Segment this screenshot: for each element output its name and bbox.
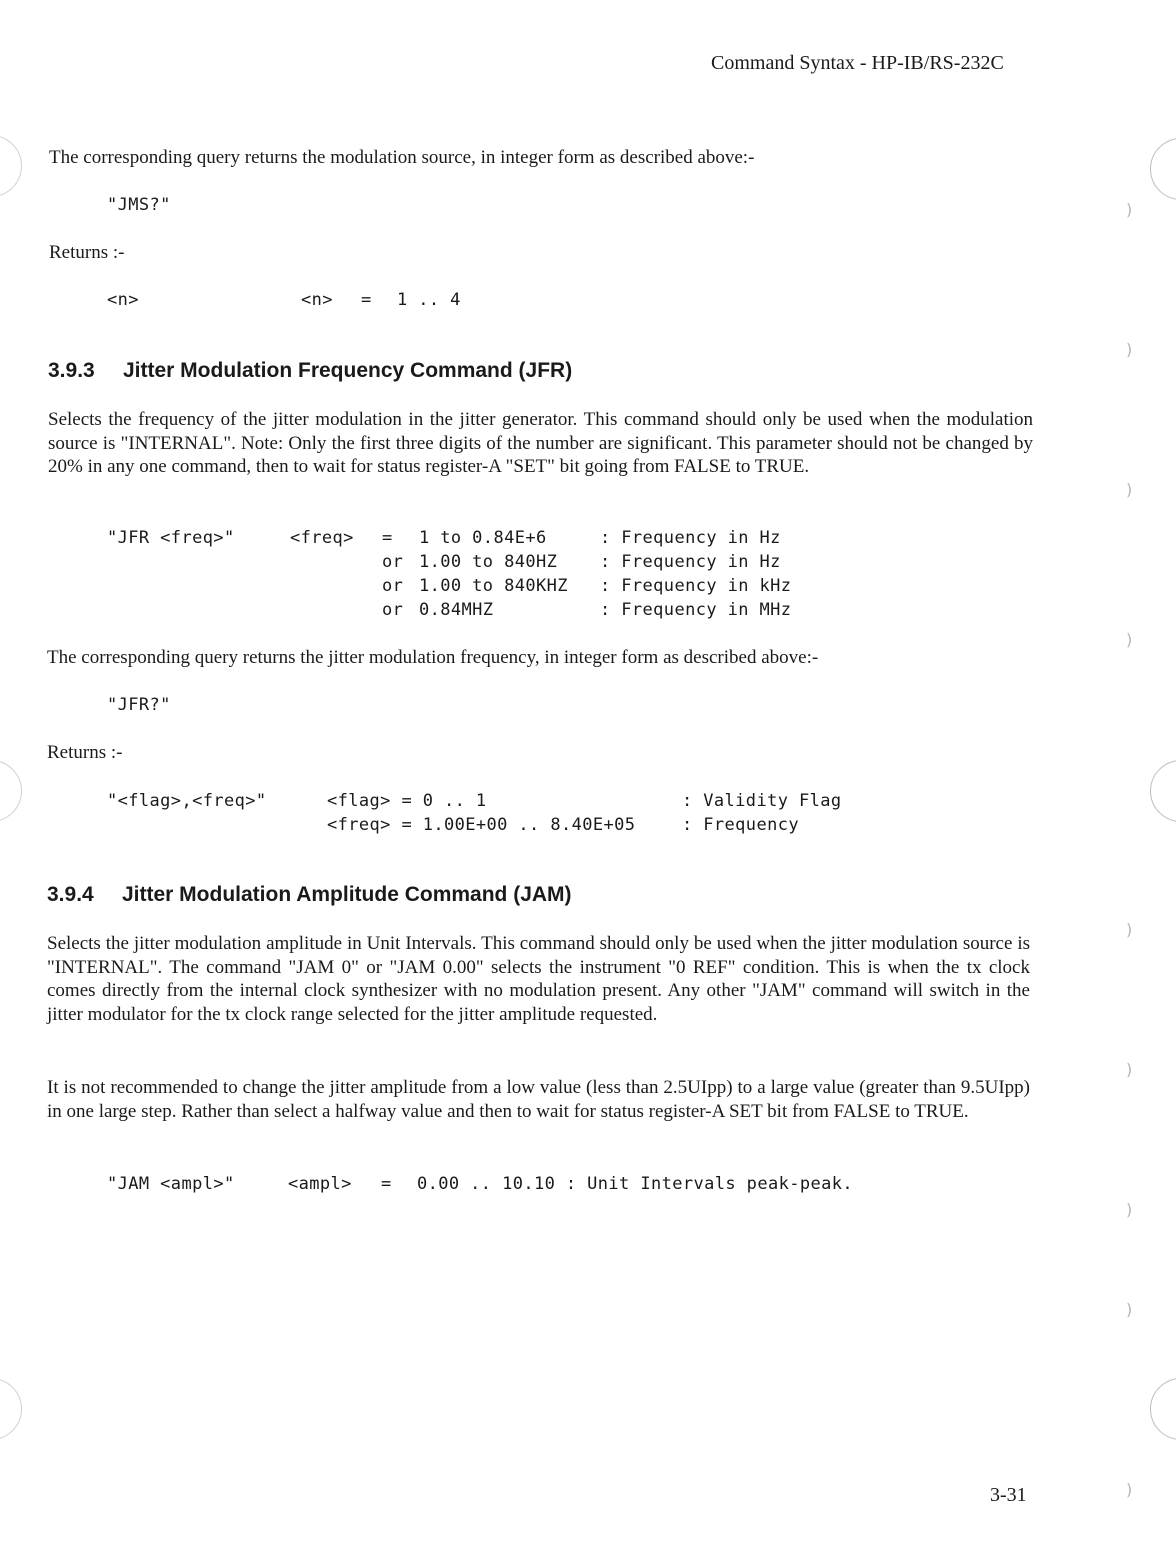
jfr-option-desc: : Frequency in kHz [600,576,792,596]
jfr-returns-param: <flag> = 0 .. 1 [327,791,487,811]
jfr-returns-table [107,789,867,837]
jfr-returns-row [107,813,867,837]
binder-hole-shadow [0,760,22,822]
jfr-query-intro: The corresponding query returns the jitter modulation frequency, in integer form as described above:- [47,647,819,668]
jam-syntax-row [107,1172,927,1196]
jms-returns-row [107,288,607,312]
jfr-option-value: 1.00 to 840KHZ [419,576,568,596]
jfr-option-row [107,550,867,574]
binder-hole-shadow [0,135,22,197]
page-number: 3-31 [990,1484,1027,1506]
jms-returns-value: <n> [107,290,139,310]
jfr-option-row [107,574,867,598]
jfr-returns-param: <freq> = 1.00E+00 .. 8.40E+05 [327,815,636,835]
jfr-option-value: 1 to 0.84E+6 [419,528,547,548]
binding-mark: ) [1126,1200,1133,1219]
jfr-returns-row [107,789,867,813]
binding-mark: ) [1126,1300,1133,1319]
jfr-query-command: "JFR?" [107,695,171,715]
jms-returns-param: <n> [301,290,333,310]
jms-returns-range: 1 .. 4 [397,290,461,310]
binding-mark: ) [1126,1480,1133,1499]
section-394-heading [47,882,572,908]
binder-hole-shadow [1150,138,1176,200]
jfr-syntax-table [107,526,867,622]
jfr-returns-value: "<flag>,<freq>" [107,791,267,811]
binding-mark: ) [1126,630,1133,649]
jfr-command: "JFR <freq>" [107,528,235,548]
jam-param: <ampl> [288,1174,352,1194]
binding-mark: ) [1126,920,1133,939]
binding-mark: ) [1126,1060,1133,1079]
jfr-option-value: 0.84MHZ [419,600,494,620]
jfr-eq: = [382,528,393,548]
running-header: Command Syntax - HP-IB/RS-232C [711,52,1004,74]
binder-hole-shadow [0,1378,22,1440]
section-394-number: 3.9.4 [47,883,94,906]
jfr-option-prefix: or [382,576,404,596]
jfr-option-value: 1.00 to 840HZ [419,552,558,572]
jfr-option-prefix: or [382,600,404,620]
jfr-option-row [107,526,867,550]
jfr-param: <freq> [290,528,354,548]
section-393-title: Jitter Modulation Frequency Command (JFR) [123,359,573,382]
jfr-option-row [107,598,867,622]
section-394-title: Jitter Modulation Amplitude Command (JAM) [122,883,572,906]
jms-returns-eq: = [361,290,372,310]
jfr-returns-desc: : Validity Flag [682,791,842,811]
jms-returns-label: Returns :- [49,242,125,263]
jfr-returns-label: Returns :- [47,742,123,763]
jfr-option-desc: : Frequency in Hz [600,528,781,548]
binder-hole-shadow [1150,1378,1176,1440]
binder-hole-shadow [1150,760,1176,822]
section-393-paragraph: Selects the frequency of the jitter modulation in the jitter generator. This command should only be used when the modulation source is "INTERNAL". Note: Only the first three digits of the number are significant. This parameter should not be changed by 20% in any one command, then to wait for status register-A "SET" bit going from FALSE to TRUE. [48,409,1033,477]
section-394-paragraph-2: It is not recommended to change the jitter amplitude from a low value (less than 2.5UIpp) to a large value (greater than 9.5UIpp) in one large step. Rather than select a halfway value and then to wait for status register-A SET bit from FALSE to TRUE. [47,1077,1030,1122]
jam-range: 0.00 .. 10.10 : Unit Intervals peak-peak. [417,1174,854,1194]
jfr-option-desc: : Frequency in MHz [600,600,792,620]
jfr-returns-desc: : Frequency [682,815,799,835]
binding-mark: ) [1126,480,1133,499]
section-394-paragraph-1: Selects the jitter modulation amplitude in Unit Intervals. This command should only be used when the jitter modulation source is "INTERNAL". The command "JAM 0" or "JAM 0.00" selects the instrument "0 REF" condition. This is when the tx clock comes directly from the internal clock synthesizer with no modulation present. Any other "JAM" command will switch in the jitter modulator for the tx clock range selected for the jitter amplitude requested. [47,933,1030,1025]
jms-query-command: "JMS?" [107,195,171,215]
jam-eq: = [381,1174,392,1194]
jam-command: "JAM <ampl>" [107,1174,235,1194]
jms-query-intro: The corresponding query returns the modulation source, in integer form as described above:- [49,147,755,168]
jfr-option-desc: : Frequency in Hz [600,552,781,572]
jfr-option-prefix: or [382,552,404,572]
section-393-number: 3.9.3 [48,359,95,382]
section-393-heading [48,358,572,384]
binding-mark: ) [1126,340,1133,359]
binding-mark: ) [1126,200,1133,219]
